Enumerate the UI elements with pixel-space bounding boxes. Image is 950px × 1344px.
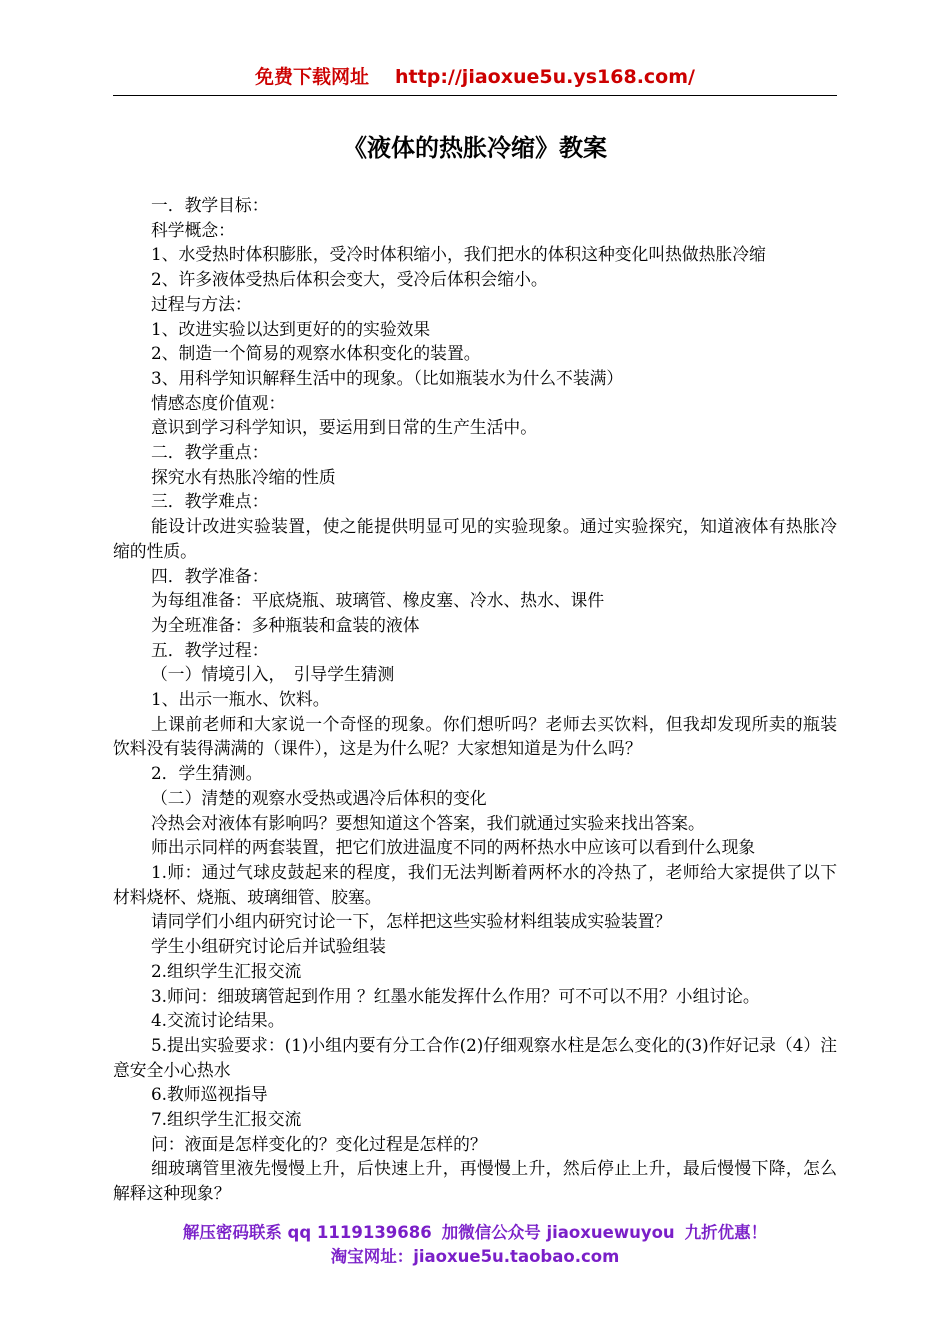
paragraph: 1、水受热时体积膨胀，受冷时体积缩小，我们把水的体积这种变化叫热做热胀冷缩 (151, 244, 766, 265)
paragraph: 冷热会对液体有影响吗？要想知道这个答案，我们就通过实验来找出答案。 (151, 812, 705, 833)
paragraph: 1、出示一瓶水、饮料。 (151, 689, 330, 710)
paragraph: 2.组织学生汇报交流 (151, 960, 302, 981)
paragraph: 探究水有热胀冷缩的性质 (151, 466, 336, 487)
paragraph: 1、改进实验以达到更好的的实验效果 (151, 318, 431, 339)
paragraph: 7.组织学生汇报交流 (151, 1109, 302, 1130)
paragraph: 二．教学重点： (151, 442, 269, 463)
paragraph: 2、制造一个简易的观察水体积变化的装置。 (151, 343, 481, 364)
paragraph: 6.教师巡视指导 (151, 1084, 268, 1105)
paragraph: 为每组准备：平底烧瓶、玻璃管、橡皮塞、冷水、热水、课件 (151, 590, 605, 611)
paragraph: 为全班准备：多种瓶装和盒装的液体 (151, 614, 420, 635)
paragraph: 情感态度价值观： (151, 392, 286, 413)
footer-wechat-text: 加微信公众号 jiaoxuewuyou (441, 1223, 675, 1242)
paragraph: 五．教学过程： (151, 639, 269, 660)
paragraph: 细玻璃管里液先慢慢上升，后快速上升，再慢慢上升，然后停止上升，最后慢慢下降，怎么解释这种现象？ (113, 1158, 837, 1204)
paragraph: 2．学生猜测。 (151, 763, 263, 784)
paragraph: 师出示同样的两套装置，把它们放进温度不同的两杯热水中应该可以看到什么现象 (151, 837, 756, 858)
header-divider (113, 95, 837, 96)
paragraph: 意识到学习科学知识，要运用到日常的生产生活中。 (151, 417, 537, 438)
paragraph: 请同学们小组内研究讨论一下，怎样把这些实验材料组装成实验装置？ (151, 911, 672, 932)
footer-contact-line (0, 1219, 950, 1243)
paragraph: 3、用科学知识解释生活中的现象。（比如瓶装水为什么不装满） (151, 367, 624, 388)
paragraph: 1.师：通过气球皮鼓起来的程度，我们无法判断着两杯水的冷热了，老师给大家提供了以下材料烧杯、烧瓶、玻璃细管、胶塞。 (113, 861, 837, 907)
paragraph: 能设计改进实验装置，使之能提供明显可见的实验现象。通过实验探究，知道液体有热胀冷缩的性质。 (113, 516, 837, 561)
paragraph: 上课前老师和大家说一个奇怪的现象。你们想听吗？老师去买饮料，但我却发现所卖的瓶装饮料没有装得满满的（课件），这是为什么呢？大家想知道是为什么吗？ (113, 713, 837, 759)
document-title: 《液体的热胀冷缩》教案 (343, 133, 607, 162)
paragraph: （二）清楚的观察水受热或遇冷后体积的变化 (151, 787, 487, 808)
paragraph: 2、许多液体受热后体积会变大，受冷后体积会缩小。 (151, 269, 548, 290)
paragraph: 3.师问：细玻璃管起到作用 ？红墨水能发挥什么作用？可不可以不用？小组讨论。 (151, 985, 760, 1006)
footer-taobao-line[interactable]: 淘宝网址：jiaoxue5u.taobao.com (330, 1247, 620, 1266)
paragraph: 过程与方法： (151, 293, 252, 314)
download-header (0, 62, 950, 89)
paragraph: 四．教学准备： (151, 565, 269, 586)
header-url-link[interactable]: http://jiaoxue5u.ys168.com/ (395, 66, 695, 88)
paragraph: 5.提出实验要求：(1)小组内要有分工合作(2)仔细观察水柱是怎么变化的(3)作好记录（4）注意安全小心热水 (113, 1034, 837, 1080)
footer-discount-text: 九折优惠！ (684, 1223, 768, 1242)
paragraph: 三．教学难点： (151, 491, 269, 512)
paragraph: 一．教学目标： (151, 195, 269, 215)
paragraph: 科学概念： (151, 219, 235, 240)
footer-qq-text: 解压密码联系 qq 1119139686 (182, 1223, 432, 1242)
header-label: 免费下载网址 (255, 66, 370, 88)
paragraph: 4.交流讨论结果。 (151, 1010, 285, 1031)
paragraph: 学生小组研究讨论后并试验组装 (151, 936, 386, 957)
paragraph: （一）情境引入， 引导学生猜测 (151, 664, 395, 685)
paragraph: 问：液面是怎样变化的？变化过程是怎样的？ (151, 1133, 487, 1154)
lesson-plan-body (113, 193, 837, 1206)
